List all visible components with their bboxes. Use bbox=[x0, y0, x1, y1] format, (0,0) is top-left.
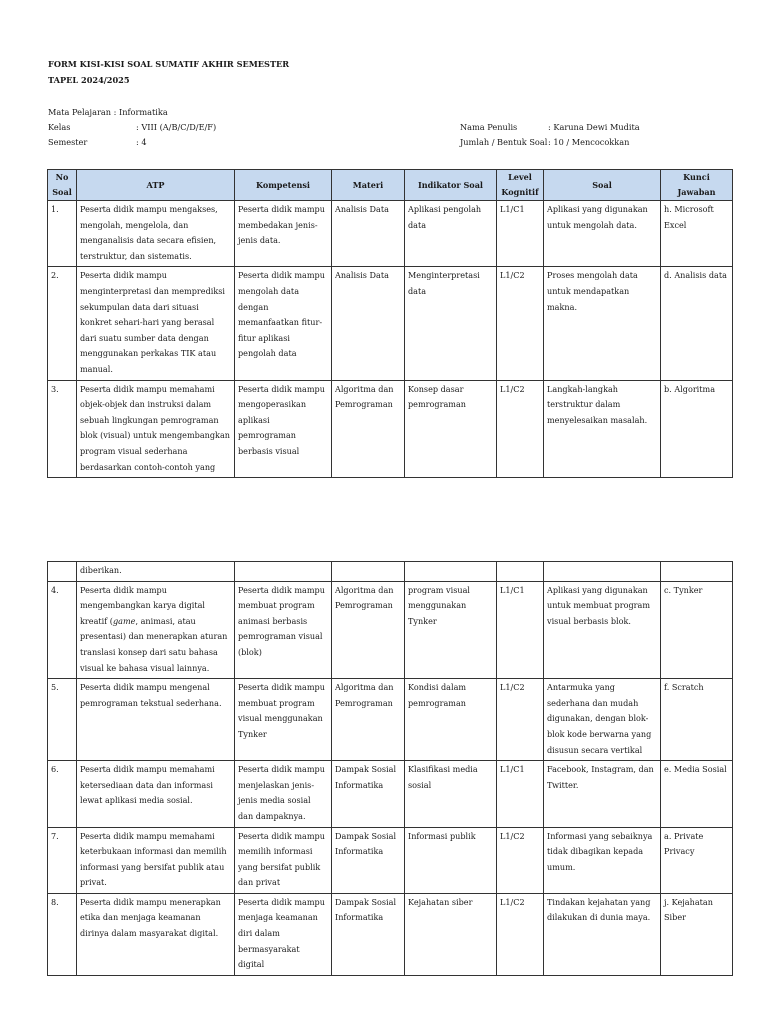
header-indikator: Indikator Soal bbox=[405, 170, 497, 201]
cell-no: 7. bbox=[48, 827, 77, 893]
table-row bbox=[48, 581, 733, 679]
cell-kompetensi: Peserta didik mampu membuat program visual menggunakan Tynker bbox=[235, 679, 332, 761]
kelas-label: Kelas bbox=[48, 122, 71, 132]
cell-indikator: Konsep dasar pemrograman bbox=[405, 380, 497, 478]
mapel-value: : Informatika bbox=[113, 107, 168, 117]
cell-kunci: c. Tynker bbox=[661, 581, 733, 679]
cell-kompetensi bbox=[235, 562, 332, 582]
cell-soal: Antarmuka yang sederhana dan mudah digunakan, dengan blok-blok kode berwarna yang disusun secara vertikal bbox=[544, 679, 661, 761]
header-level: Level Kognitif bbox=[497, 170, 544, 201]
cell-soal bbox=[544, 562, 661, 582]
cell-kunci: d. Analisis data bbox=[661, 267, 733, 380]
meta-row-semester bbox=[48, 135, 216, 150]
table-row bbox=[48, 679, 733, 761]
cell-kunci: f. Scratch bbox=[661, 679, 733, 761]
kisi-table-part-1 bbox=[47, 169, 733, 478]
cell-no: 8. bbox=[48, 893, 77, 975]
cell-atp: Peserta didik mampu memahami objek-objek dan instruksi dalam sebuah lingkungan pemrograman blok (visual) untuk mengembangkan program visual sederhana berdasarkan contoh-contoh yang bbox=[77, 380, 235, 478]
penulis-label: Nama Penulis bbox=[460, 122, 518, 132]
cell-level bbox=[497, 562, 544, 582]
document-header bbox=[48, 56, 728, 88]
cell-kunci: b. Algoritma bbox=[661, 380, 733, 478]
cell-kunci: e. Media Sosial bbox=[661, 761, 733, 827]
jumlah-label: Jumlah / Bentuk Soal bbox=[460, 137, 548, 147]
table-row bbox=[48, 761, 733, 827]
school-year-title: TAPEL 2024/2025 bbox=[48, 75, 130, 85]
atp-text-italic: game bbox=[112, 615, 136, 626]
cell-no: 3. bbox=[48, 380, 77, 478]
table-row bbox=[48, 380, 733, 478]
cell-atp: Peserta didik mampu memahami keterbukaan informasi dan memilih informasi yang bersifat publik atau privat. bbox=[77, 827, 235, 893]
cell-no: 6. bbox=[48, 761, 77, 827]
cell-materi: Analisis Data bbox=[332, 201, 405, 267]
cell-soal: Facebook, Instagram, dan Twitter. bbox=[544, 761, 661, 827]
cell-materi: Algoritma dan Pemrograman bbox=[332, 581, 405, 679]
cell-kompetensi: Peserta didik mampu mengolah data dengan memanfaatkan fitur-fitur aplikasi pengolah data bbox=[235, 267, 332, 380]
cell-level: L1/C2 bbox=[497, 679, 544, 761]
cell-atp: Peserta didik mampu mengenal pemrograman tekstual sederhana. bbox=[77, 679, 235, 761]
cell-soal: Aplikasi yang digunakan untuk membuat program visual berbasis blok. bbox=[544, 581, 661, 679]
kisi-table-part-2 bbox=[47, 561, 733, 976]
cell-kompetensi: Peserta didik mampu membedakan jenis-jenis data. bbox=[235, 201, 332, 267]
meta-row-kelas bbox=[48, 120, 216, 135]
cell-no bbox=[48, 562, 77, 582]
meta-row-mapel bbox=[48, 105, 216, 120]
table-row bbox=[48, 893, 733, 975]
cell-level: L1/C2 bbox=[497, 267, 544, 380]
cell-soal: Aplikasi yang digunakan untuk mengolah data. bbox=[544, 201, 661, 267]
header-soal: Soal bbox=[544, 170, 661, 201]
cell-soal: Tindakan kejahatan yang dilakukan di dunia maya. bbox=[544, 893, 661, 975]
cell-kompetensi: Peserta didik mampu menjaga keamanan diri dalam bermasyarakat digital bbox=[235, 893, 332, 975]
cell-materi: Analisis Data bbox=[332, 267, 405, 380]
kelas-value: : VIII (A/B/C/D/E/F) bbox=[136, 122, 217, 132]
semester-value: : 4 bbox=[136, 137, 147, 147]
cell-materi: Dampak Sosial Informatika bbox=[332, 893, 405, 975]
cell-level: L1/C2 bbox=[497, 380, 544, 478]
cell-level: L1/C1 bbox=[497, 201, 544, 267]
mapel-label: Mata Pelajaran bbox=[48, 107, 112, 117]
cell-indikator: Kondisi dalam pemrograman bbox=[405, 679, 497, 761]
cell-atp: diberikan. bbox=[77, 562, 235, 582]
table-row-continuation bbox=[48, 562, 733, 582]
cell-indikator: Informasi publik bbox=[405, 827, 497, 893]
cell-materi: Algoritma dan Pemrograman bbox=[332, 679, 405, 761]
cell-atp: Peserta didik mampu menginterpretasi dan memprediksi sekumpulan data dari situasi konkret sehari-hari yang berasal dari suatu sumber data dengan menggunakan perkakas TIK atau manual. bbox=[77, 267, 235, 380]
cell-level: L1/C2 bbox=[497, 893, 544, 975]
cell-indikator: Menginterpretasi data bbox=[405, 267, 497, 380]
jumlah-value: : 10 / Mencocokkan bbox=[548, 137, 630, 147]
cell-level: L1/C2 bbox=[497, 827, 544, 893]
atp-text-before: Peserta didik mampu mengembangkan karya digital kreatif ( bbox=[80, 584, 206, 626]
form-title: FORM KISI-KISI SOAL SUMATIF AKHIR SEMESTER bbox=[48, 59, 290, 69]
atp-text-after: , animasi, atau presentasi) dan menerapkan aturan translasi konsep dari satu bahasa visual ke bahasa visual lainnya. bbox=[80, 615, 228, 673]
cell-no: 1. bbox=[48, 201, 77, 267]
cell-no: 5. bbox=[48, 679, 77, 761]
meta-row-jumlah bbox=[460, 135, 640, 150]
cell-kunci bbox=[661, 562, 733, 582]
semester-label: Semester bbox=[48, 137, 88, 147]
cell-materi: Algoritma dan Pemrograman bbox=[332, 380, 405, 478]
cell-kompetensi: Peserta didik mampu mengoperasikan aplikasi pemrograman berbasis visual bbox=[235, 380, 332, 478]
cell-atp bbox=[77, 581, 235, 679]
cell-kompetensi: Peserta didik mampu membuat program animasi berbasis pemrograman visual (blok) bbox=[235, 581, 332, 679]
cell-level: L1/C1 bbox=[497, 581, 544, 679]
cell-kompetensi: Peserta didik mampu memilih informasi yang bersifat publik dan privat bbox=[235, 827, 332, 893]
writer-info bbox=[460, 120, 640, 150]
cell-materi bbox=[332, 562, 405, 582]
cell-atp: Peserta didik mampu memahami ketersediaan data dan informasi lewat aplikasi media sosial. bbox=[77, 761, 235, 827]
table-header-row bbox=[48, 170, 733, 201]
cell-level: L1/C1 bbox=[497, 761, 544, 827]
header-atp: ATP bbox=[77, 170, 235, 201]
cell-kunci: a. Private Privacy bbox=[661, 827, 733, 893]
subject-info bbox=[48, 105, 216, 150]
cell-indikator: Kejahatan siber bbox=[405, 893, 497, 975]
header-no: No Soal bbox=[48, 170, 77, 201]
cell-atp: Peserta didik mampu mengakses, mengolah, mengelola, dan menganalisis data secara efisien, terstruktur, dan sistematis. bbox=[77, 201, 235, 267]
cell-materi: Dampak Sosial Informatika bbox=[332, 761, 405, 827]
cell-soal: Informasi yang sebaiknya tidak dibagikan kepada umum. bbox=[544, 827, 661, 893]
cell-kompetensi: Peserta didik mampu menjelaskan jenis-jenis media sosial dan dampaknya. bbox=[235, 761, 332, 827]
cell-atp: Peserta didik mampu menerapkan etika dan menjaga keamanan dirinya dalam masyarakat digital. bbox=[77, 893, 235, 975]
cell-indikator: program visual menggunakan Tynker bbox=[405, 581, 497, 679]
table-row bbox=[48, 267, 733, 380]
penulis-value: : Karuna Dewi Mudita bbox=[548, 122, 640, 132]
cell-no: 2. bbox=[48, 267, 77, 380]
cell-no: 4. bbox=[48, 581, 77, 679]
cell-soal: Proses mengolah data untuk mendapatkan makna. bbox=[544, 267, 661, 380]
table-row bbox=[48, 827, 733, 893]
header-materi: Materi bbox=[332, 170, 405, 201]
cell-indikator bbox=[405, 562, 497, 582]
header-kunci: Kunci Jawaban bbox=[661, 170, 733, 201]
cell-materi: Dampak Sosial Informatika bbox=[332, 827, 405, 893]
table-row bbox=[48, 201, 733, 267]
meta-row-penulis bbox=[460, 120, 640, 135]
cell-kunci: j. Kejahatan Siber bbox=[661, 893, 733, 975]
header-kompetensi: Kompetensi bbox=[235, 170, 332, 201]
cell-soal: Langkah-langkah terstruktur dalam menyelesaikan masalah. bbox=[544, 380, 661, 478]
cell-kunci: h. Microsoft Excel bbox=[661, 201, 733, 267]
cell-indikator: Klasifikasi media sosial bbox=[405, 761, 497, 827]
cell-indikator: Aplikasi pengolah data bbox=[405, 201, 497, 267]
